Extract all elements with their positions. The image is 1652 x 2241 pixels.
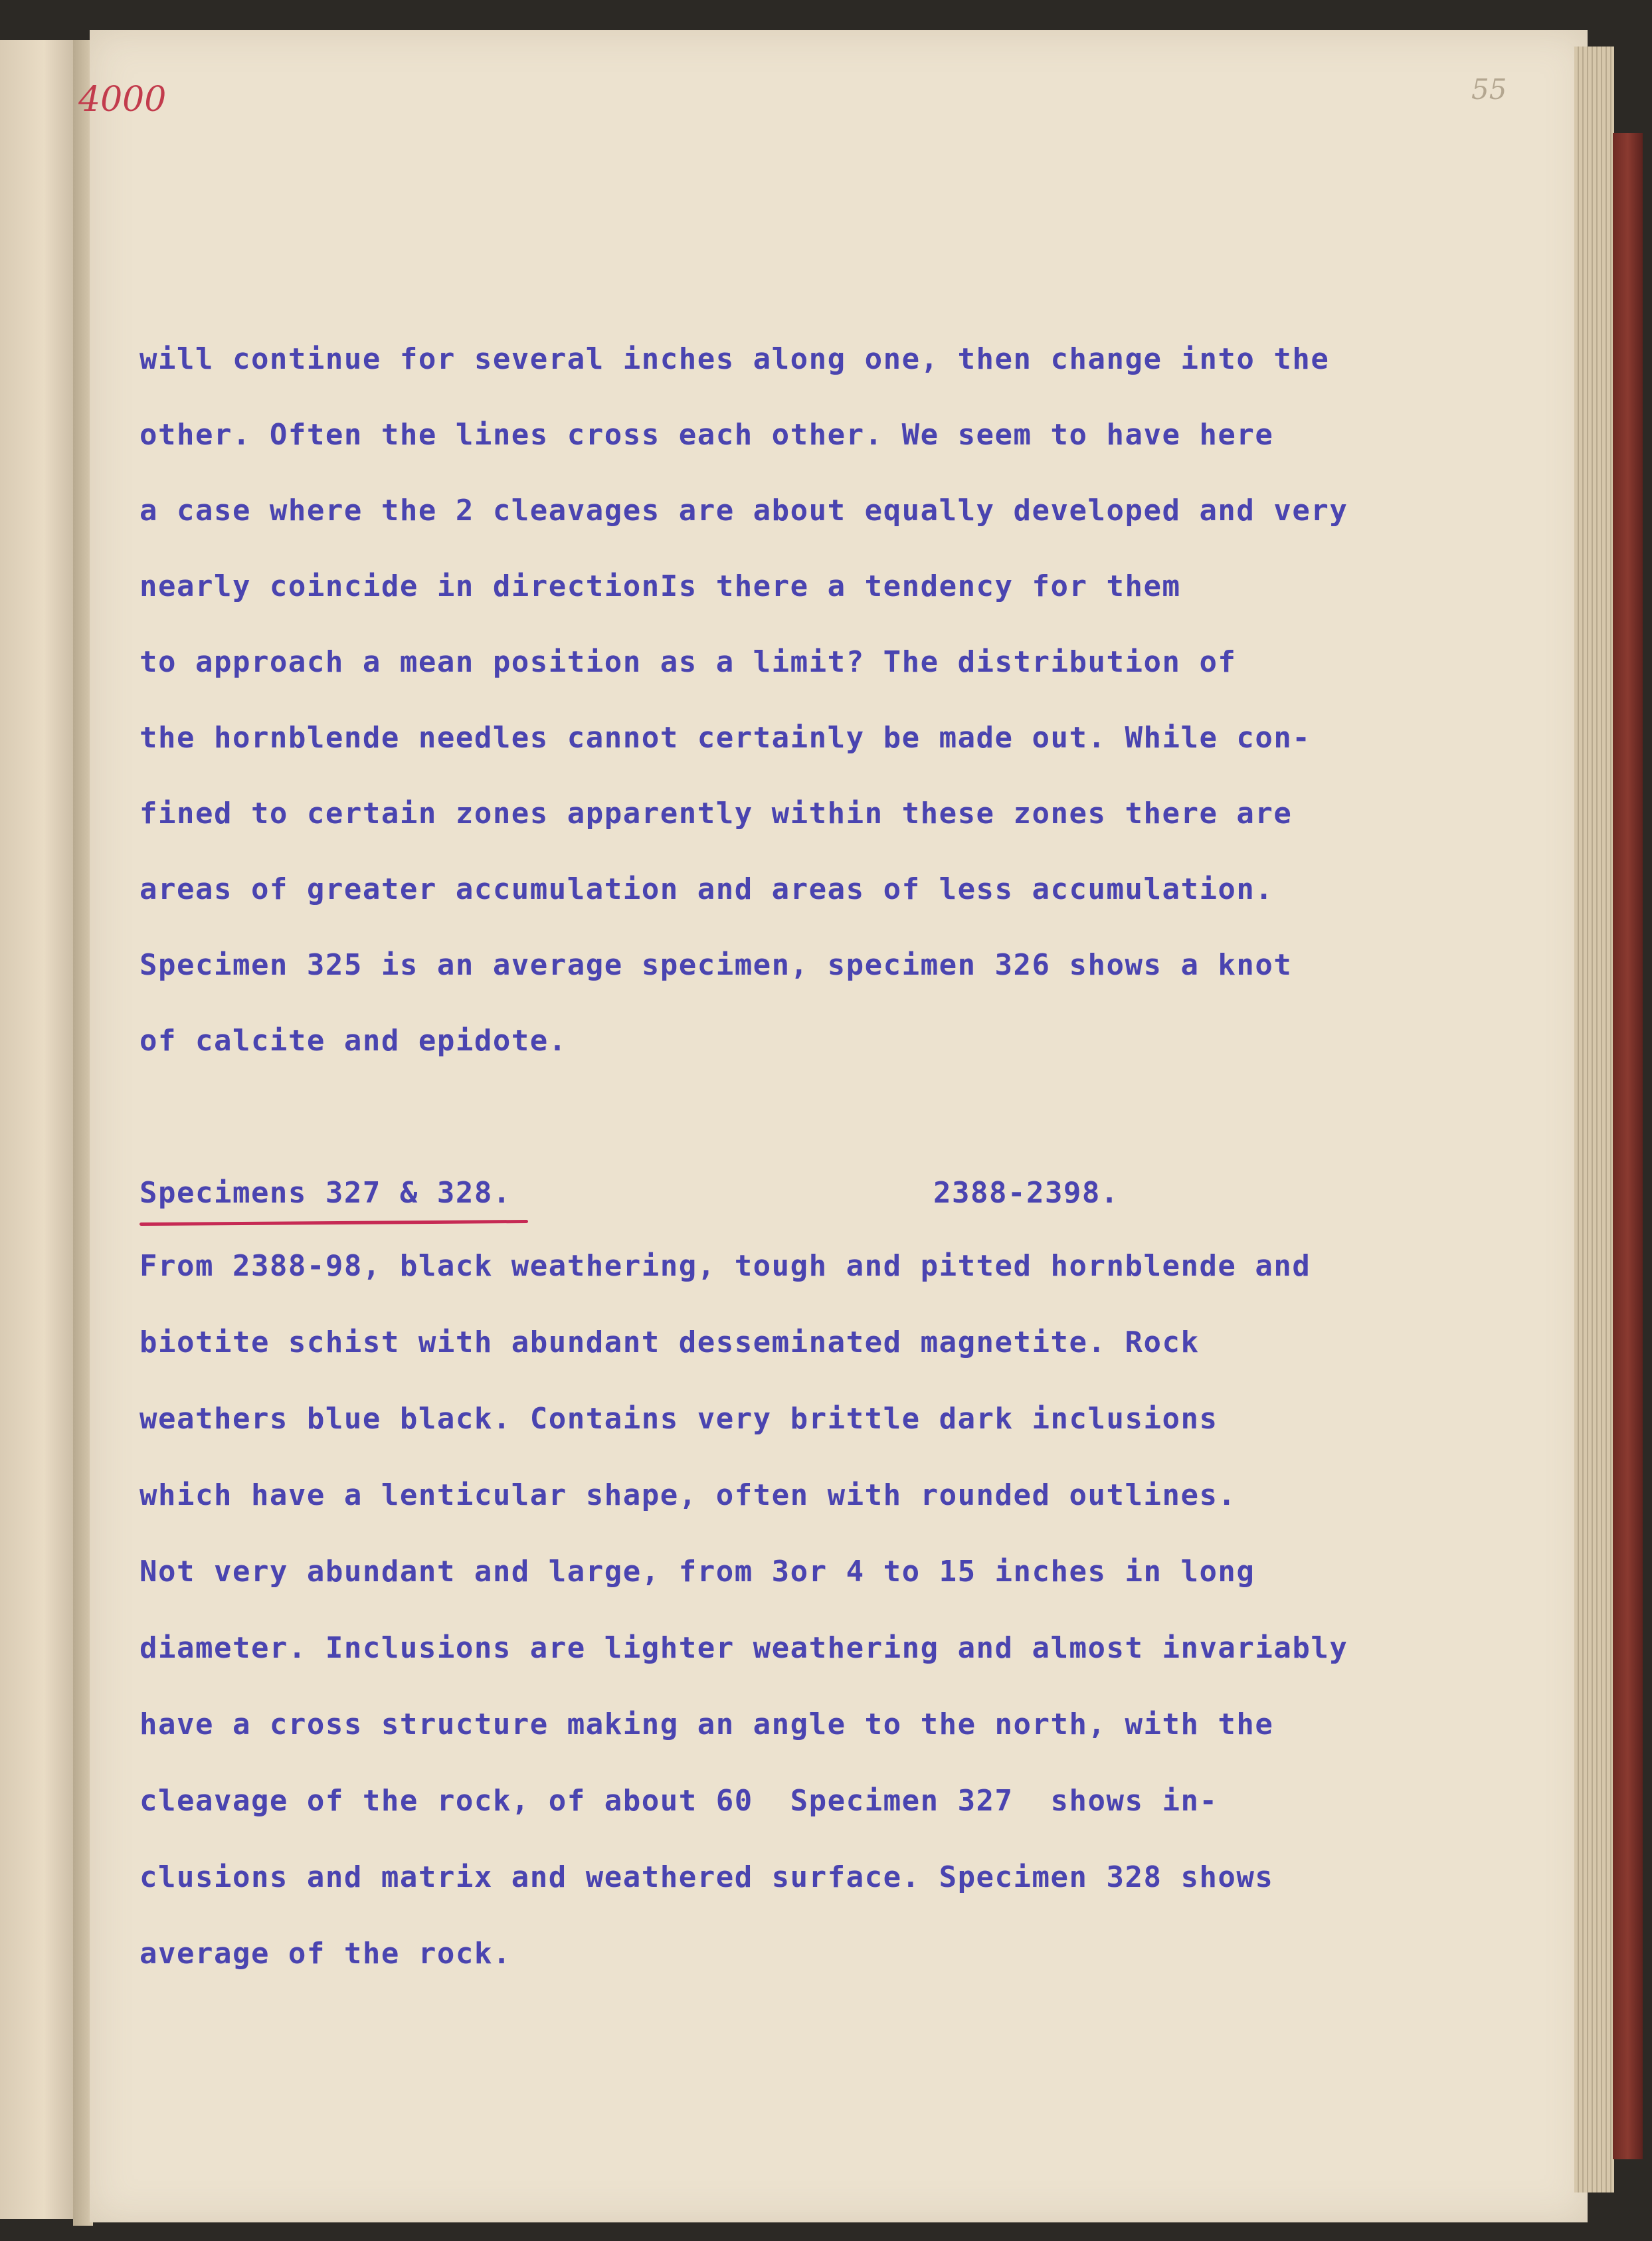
text-line: have a cross structure making an angle to the north, with the [139,1707,1274,1741]
text-line: the hornblende needles cannot certainly be made out. While con- [139,721,1311,755]
facing-page-edge [0,40,75,2219]
text-line: average of the rock. [139,1937,511,1971]
text-line: diameter. Inclusions are lighter weathering and almost invariably [139,1631,1348,1665]
page-edges [1574,47,1614,2192]
cover-edge [1613,133,1643,2159]
text-line: Not very abundant and large, from 3or 4 to 15 inches in long [139,1555,1255,1589]
text-line: weathers blue black. Contains very brittle dark inclusions [139,1402,1218,1436]
page-number: 55 [1471,73,1507,106]
text-line: which have a lenticular shape, often with rounded outlines. [139,1478,1237,1512]
text-line: a case where the 2 cleavages are about equally developed and very [139,494,1348,528]
section-heading: Specimens 327 & 328. [139,1176,511,1210]
text-line: cleavage of the rock, of about 60 Specimen 327 shows in- [139,1784,1218,1818]
text-line: will continue for several inches along one, then change into the [139,342,1330,376]
text-line: areas of greater accumulation and areas of less accumulation. [139,872,1274,906]
catalog-mark: 4000 [78,80,167,120]
text-line: Specimen 325 is an average specimen, specimen 326 shows a knot [139,948,1293,982]
text-line: other. Often the lines cross each other. We seem to have here [139,418,1274,452]
text-line: to approach a mean position as a limit? The distribution of [139,645,1237,679]
text-line: fined to certain zones apparently within these zones there are [139,797,1293,830]
text-line: clusions and matrix and weathered surface. Specimen 328 shows [139,1860,1274,1894]
text-line: of calcite and epidote. [139,1024,567,1058]
section-range: 2388-2398. [933,1176,1119,1210]
text-line: nearly coincide in directionIs there a tendency for them [139,569,1181,603]
text-line: biotite schist with abundant desseminated magnetite. Rock [139,1325,1200,1359]
text-line: From 2388-98, black weathering, tough and pitted hornblende and [139,1249,1311,1283]
